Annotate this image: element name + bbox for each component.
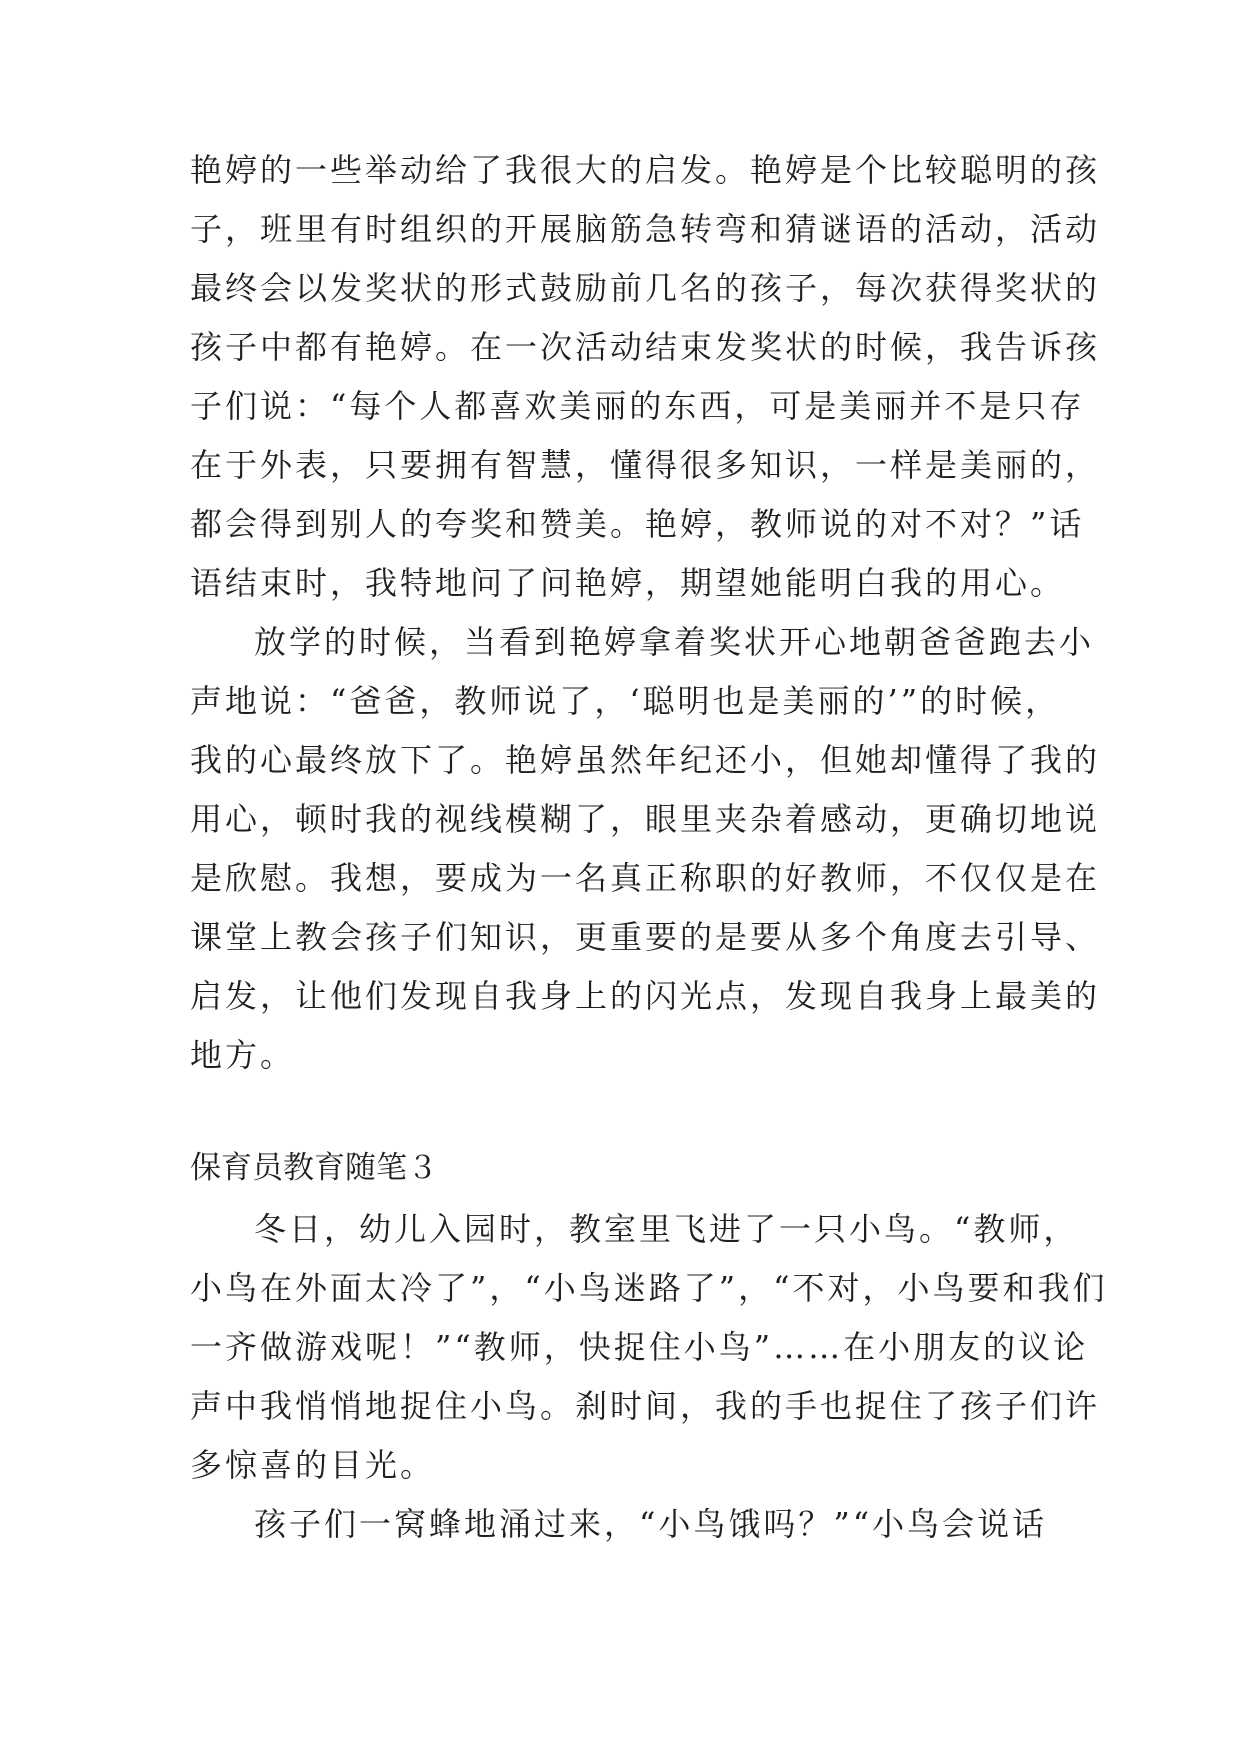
- paragraph-1-line: 语结束时，我特地问了问艳婷，期望她能明白我的用心。: [190, 564, 1066, 602]
- paragraph-2-line: 启发，让他们发现自我身上的闪光点，发现自我身上最美的: [190, 977, 1101, 1015]
- paragraph-1-line: 子们说：“每个人都喜欢美丽的东西，可是美丽并不是只存: [190, 387, 1085, 425]
- paragraph-1-line: 在于外表，只要拥有智慧，懂得很多知识，一样是美丽的，: [190, 446, 1101, 484]
- paragraph-4-line: 孩子们一窝蜂地涌过来，“小鸟饿吗？”“小鸟会说话: [254, 1505, 1048, 1543]
- paragraph-3-line: 冬日，幼儿入园时，教室里飞进了一只小鸟。“教师，: [254, 1210, 1079, 1248]
- paragraph-3-line: 小鸟在外面太冷了”，“小鸟迷路了”，“不对，小鸟要和我们: [190, 1269, 1108, 1307]
- paragraph-3-line: 声中我悄悄地捉住小鸟。刹时间，我的手也捉住了孩子们许: [190, 1387, 1101, 1425]
- paragraph-2-line: 地方。: [190, 1036, 296, 1074]
- paragraph-3-line: 多惊喜的目光。: [190, 1446, 436, 1484]
- paragraph-2-line: 是欣慰。我想，要成为一名真正称职的好教师，不仅仅是在: [190, 859, 1101, 897]
- paragraph-1-line: 都会得到别人的夸奖和赞美。艳婷，教师说的对不对？”话: [190, 505, 1085, 543]
- paragraph-2-line: 用心，顿时我的视线模糊了，眼里夹杂着感动，更确切地说: [190, 800, 1101, 838]
- paragraph-2-line: 我的心最终放下了。艳婷虽然年纪还小，但她却懂得了我的: [190, 741, 1101, 779]
- paragraph-2-line: 课堂上教会孩子们知识，更重要的是要从多个角度去引导、: [190, 918, 1101, 956]
- paragraph-1-line: 孩子中都有艳婷。在一次活动结束发奖状的时候，我告诉孩: [190, 328, 1101, 366]
- paragraph-1-line: 最终会以发奖状的形式鼓励前几名的孩子，每次获得奖状的: [190, 269, 1101, 307]
- paragraph-1-line: 艳婷的一些举动给了我很大的启发。艳婷是个比较聪明的孩: [190, 151, 1101, 189]
- paragraph-2-line: 放学的时候，当看到艳婷拿着奖状开心地朝爸爸跑去小: [254, 623, 1095, 661]
- paragraph-3-line: 一齐做游戏呢！”“教师，快捉住小鸟”……在小朋友的议论: [190, 1328, 1089, 1366]
- section-title: 保育员教育随笔３: [190, 1150, 438, 1186]
- paragraph-2-line: 声地说：“爸爸，教师说了，‘聪明也是美丽的’”的时候，: [190, 682, 1061, 720]
- paragraph-1-line: 子，班里有时组织的开展脑筋急转弯和猜谜语的活动，活动: [190, 210, 1101, 248]
